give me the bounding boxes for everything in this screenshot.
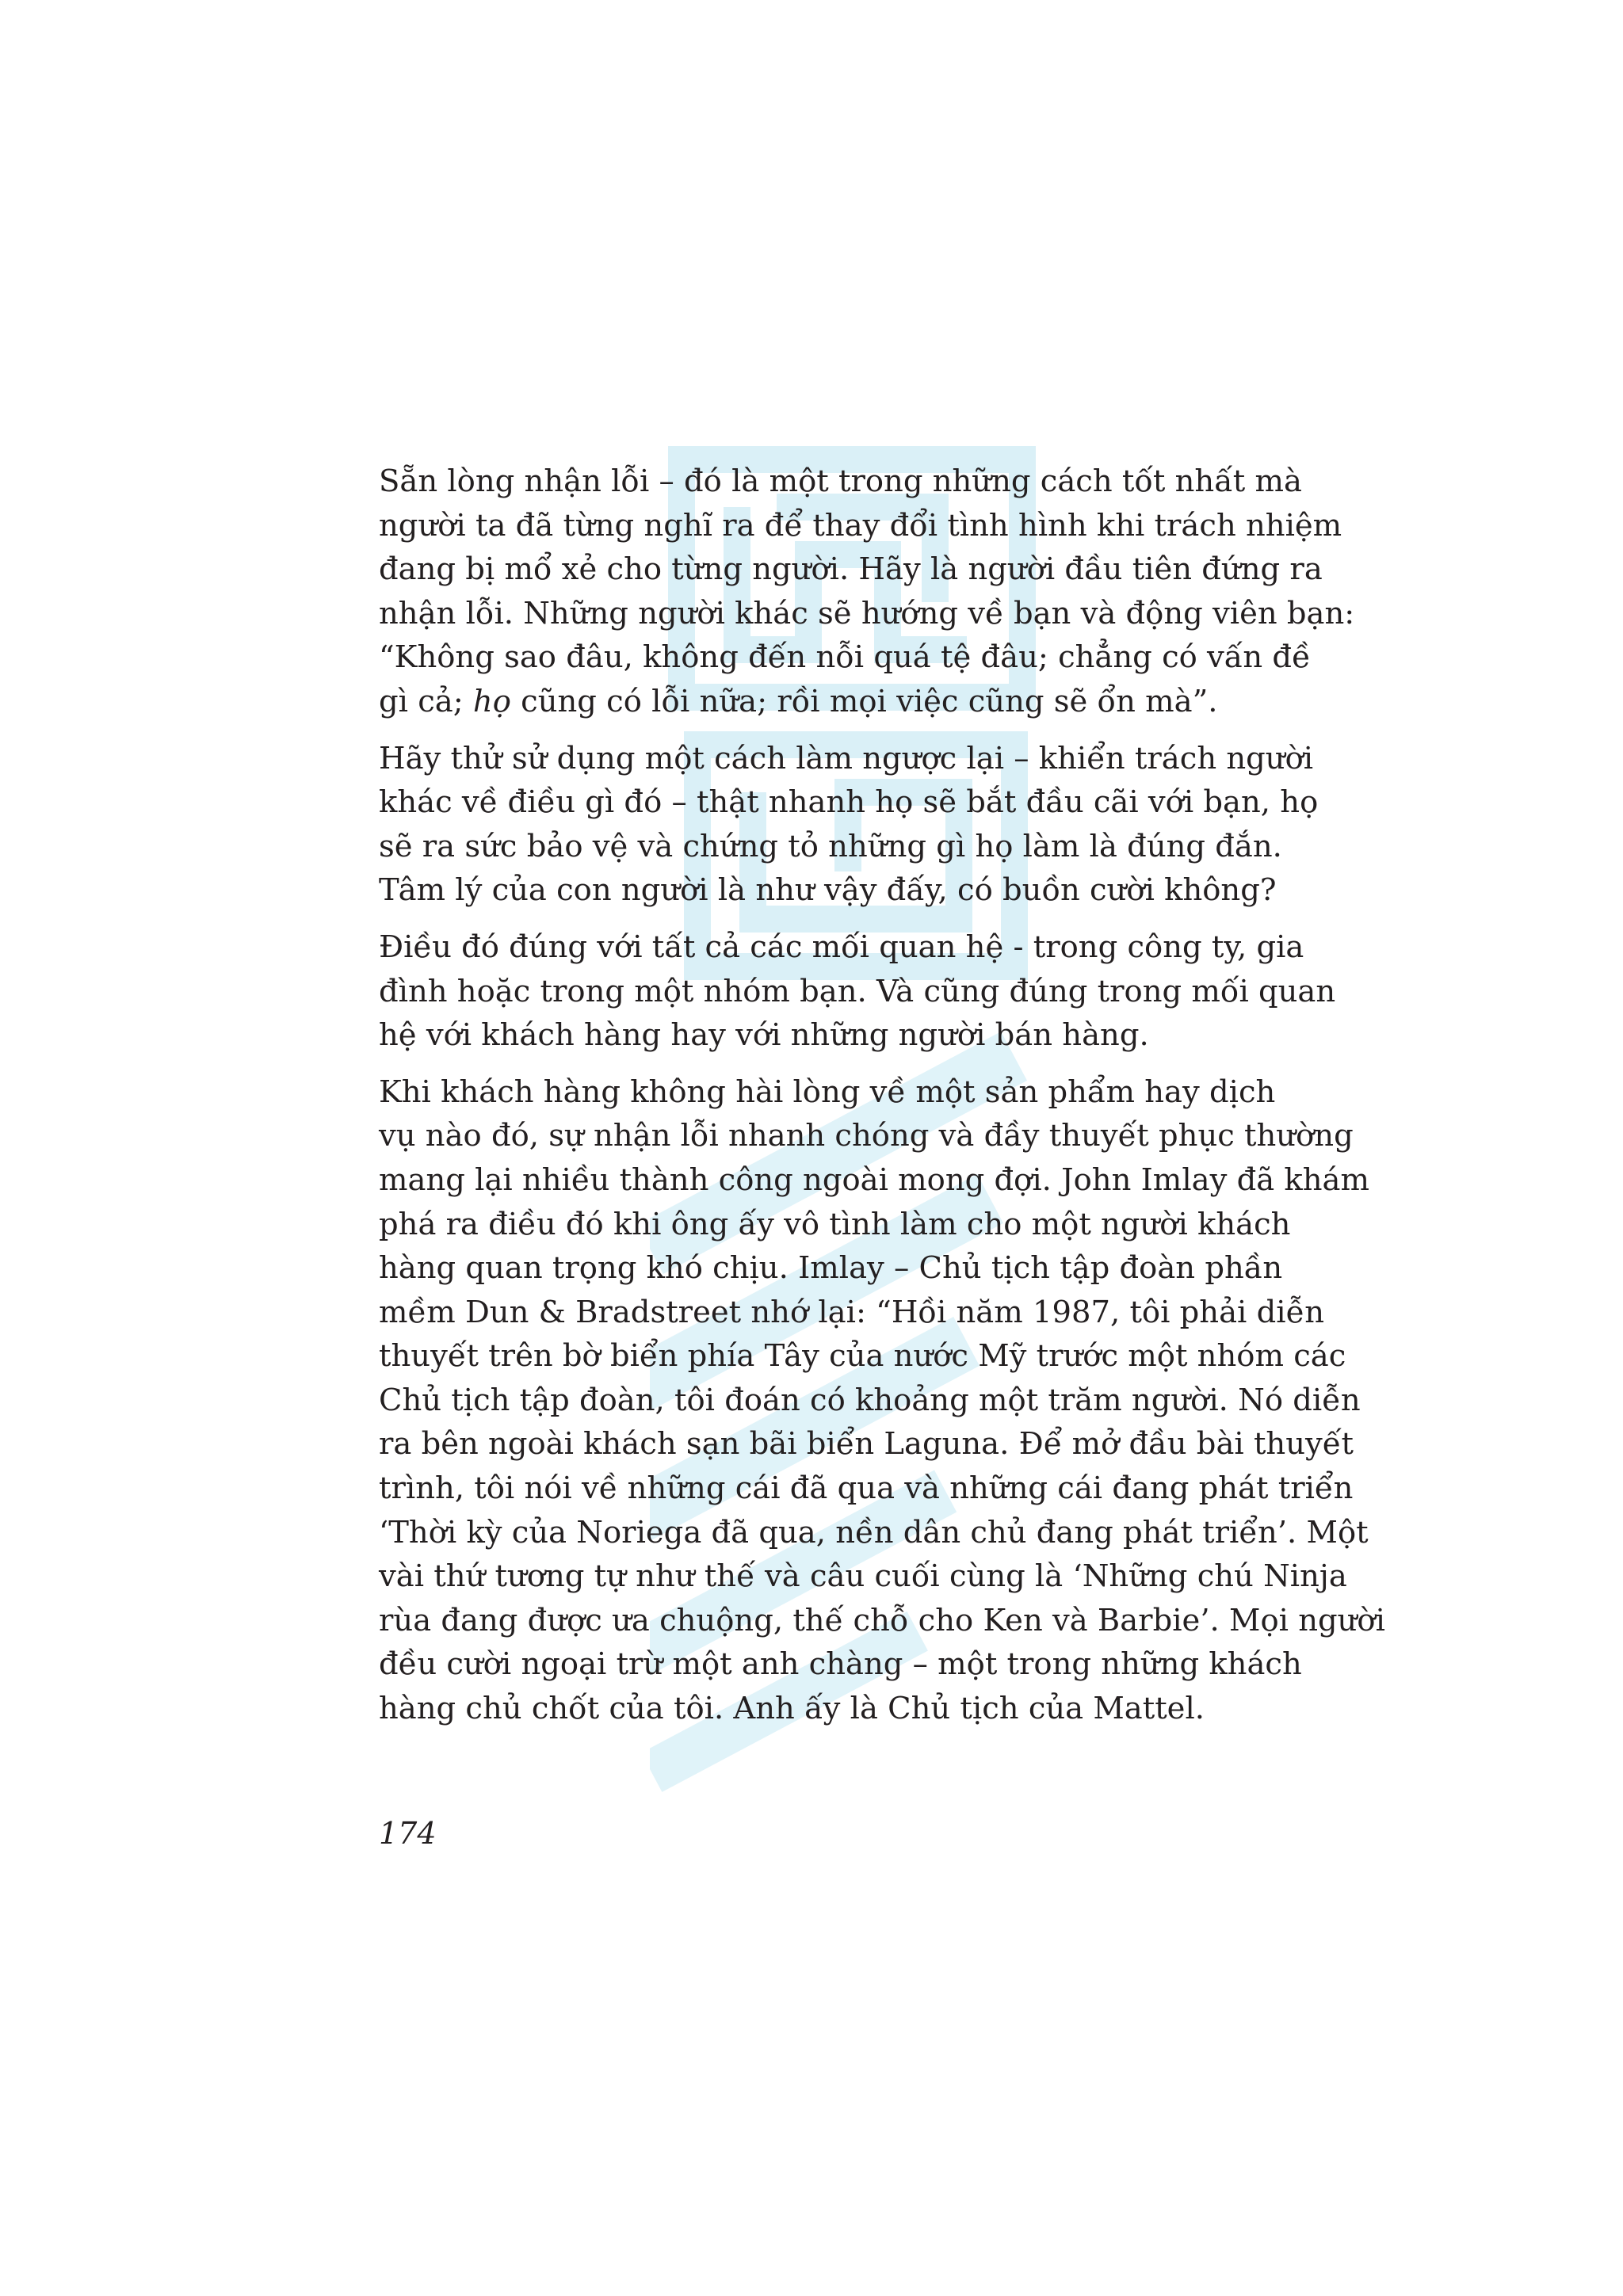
text-line: ‘Thời kỳ của Noriega đã qua, nền dân chủ đang phát triển’. Một	[379, 1514, 1369, 1550]
text-line: “Không sao đâu, không đến nỗi quá tệ đâu; chẳng có vấn đề	[379, 639, 1311, 676]
italic-emphasis: họ	[472, 683, 511, 719]
text-line: Chủ tịch tập đoàn, tôi đoán có khoảng một trăm người. Nó diễn	[379, 1382, 1361, 1418]
paragraph-1	[379, 460, 1355, 724]
text-line: Tâm lý của con người là như vậy đấy, có buồn cười không?	[379, 872, 1277, 909]
text-line: nhận lỗi. Những người khác sẽ hướng về bạn và động viên bạn:	[379, 595, 1355, 631]
text-line: đều cười ngoại trừ một anh chàng – một trong những khách	[379, 1646, 1302, 1683]
text-line: rùa đang được ưa chuộng, thế chỗ cho Ken và Barbie’. Mọi người	[379, 1602, 1385, 1638]
text-line: đang bị mổ xẻ cho từng người. Hãy là người đầu tiên đứng ra	[379, 551, 1323, 588]
text-line: đình hoặc trong một nhóm bạn. Và cũng đúng trong mối quan	[379, 973, 1336, 1009]
text-line: thuyết trên bờ biển phía Tây của nước Mỹ trước một nhóm các	[379, 1338, 1346, 1375]
text-line: trình, tôi nói về những cái đã qua và những cái đang phát triển	[379, 1470, 1354, 1507]
text-line: người ta đã từng nghĩ ra để thay đổi tình hình khi trách nhiệm	[379, 507, 1342, 543]
text-line: ra bên ngoài khách sạn bãi biển Laguna. Để mở đầu bài thuyết	[379, 1426, 1354, 1463]
text-line: Sẵn lòng nhận lỗi – đó là một trong những cách tốt nhất mà	[379, 463, 1302, 499]
paragraph-3	[379, 925, 1336, 1058]
text-line: vài thứ tương tự như thế và câu cuối cùng là ‘Những chú Ninja	[379, 1558, 1347, 1595]
text-run: cũng có lỗi nữa; rồi mọi việc cũng sẽ ổn mà”.	[510, 683, 1218, 719]
text-run: gì cả;	[379, 683, 473, 719]
text-line: phá ra điều đó khi ông ấy vô tình làm cho một người khách	[379, 1206, 1291, 1242]
paragraph-4	[379, 1070, 1385, 1731]
text-line: hàng chủ chốt của tôi. Anh ấy là Chủ tịch của Mattel.	[379, 1691, 1205, 1727]
text-line: vụ nào đó, sự nhận lỗi nhanh chóng và đầy thuyết phục thường	[379, 1118, 1354, 1154]
text-line	[379, 680, 1251, 724]
text-line: Hãy thử sử dụng một cách làm ngược lại – khiển trách người	[379, 740, 1314, 776]
text-line: khác về điều gì đó – thật nhanh họ sẽ bắt đầu cãi với bạn, họ	[379, 784, 1319, 821]
paragraph-2	[379, 737, 1319, 913]
text-line: sẽ ra sức bảo vệ và chứng tỏ những gì họ làm là đúng đắn.	[379, 828, 1282, 864]
text-line: Điều đó đúng với tất cả các mối quan hệ - trong công ty, gia	[379, 929, 1304, 965]
text-line: mang lại nhiều thành công ngoài mong đợi. John Imlay đã khám	[379, 1161, 1369, 1198]
text-line: Khi khách hàng không hài lòng về một sản phẩm hay dịch	[379, 1074, 1276, 1110]
body-text	[379, 460, 1385, 1744]
text-line: hệ với khách hàng hay với những người bán hàng.	[379, 1017, 1149, 1054]
page-number: 174	[379, 1816, 437, 1851]
text-line: hàng quan trọng khó chịu. Imlay – Chủ tịch tập đoàn phần	[379, 1250, 1283, 1287]
text-line: mềm Dun & Bradstreet nhớ lại: “Hồi năm 1987, tôi phải diễn	[379, 1294, 1325, 1330]
